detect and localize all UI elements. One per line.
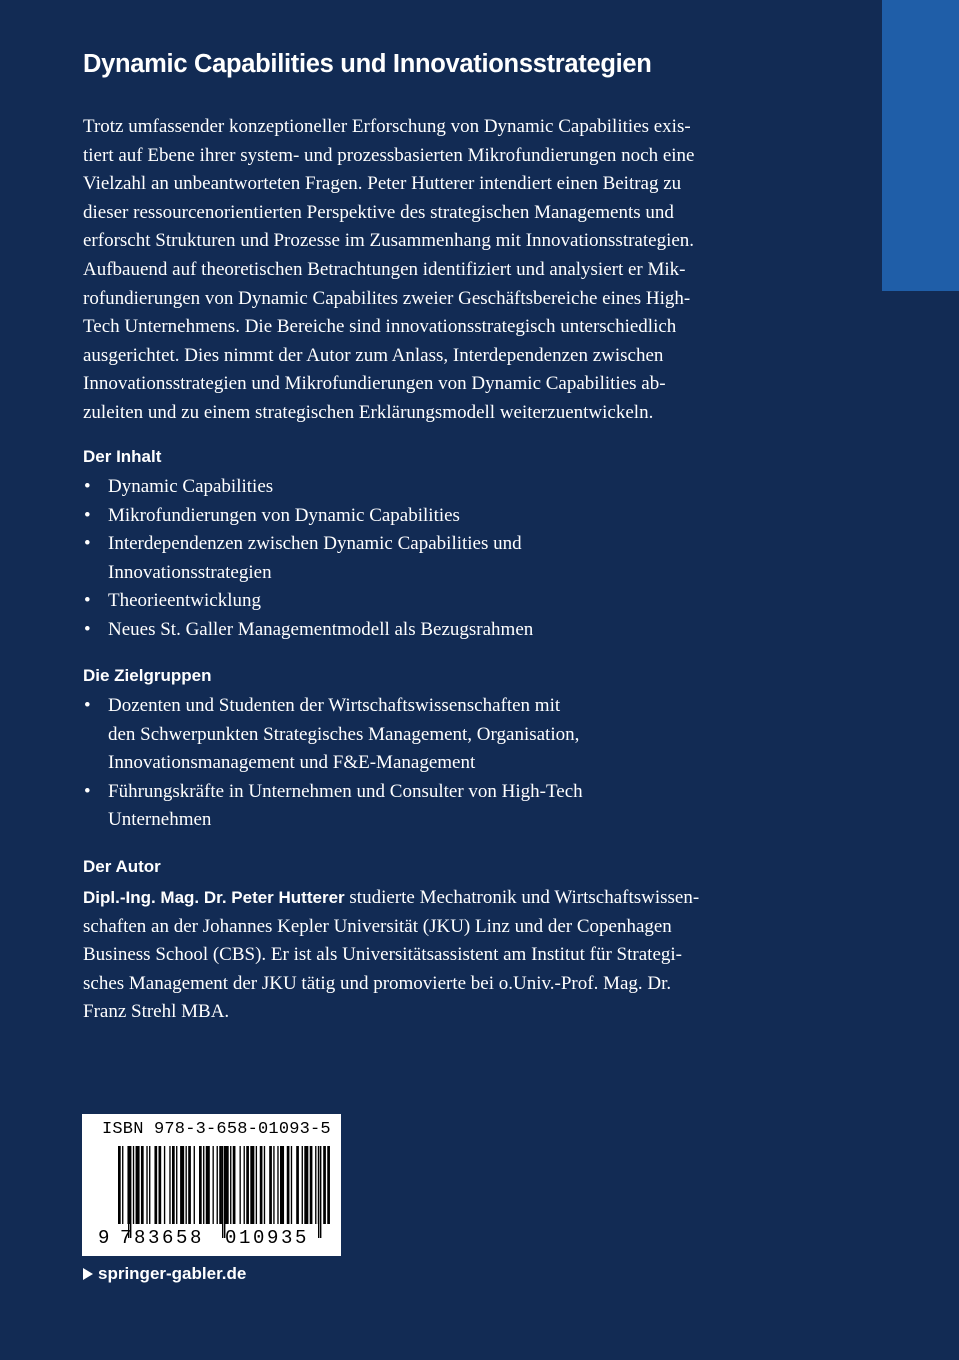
- author-name: Dipl.-Ing. Mag. Dr. Peter Hutterer: [83, 888, 345, 907]
- barcode-guard-bar: [128, 1146, 129, 1238]
- bullet-icon: •: [84, 618, 91, 640]
- bullet-icon: •: [84, 476, 91, 497]
- bullet-icon: •: [84, 695, 91, 716]
- barcode-bar: [136, 1146, 140, 1224]
- side-color-tab: [882, 0, 959, 291]
- list-item-line: Innovationsstrategien: [108, 561, 272, 583]
- list-item: [83, 587, 533, 616]
- barcode-guard-bar: [318, 1146, 319, 1238]
- ean-left-digits: 783658: [120, 1227, 205, 1249]
- barcode-bar: [217, 1146, 218, 1224]
- barcode-bar: [256, 1146, 257, 1224]
- barcode-bar: [260, 1146, 263, 1224]
- bullet-icon: •: [84, 504, 91, 526]
- barcode-bar: [180, 1146, 184, 1224]
- barcode-bar: [133, 1146, 134, 1224]
- barcode-bar: [176, 1146, 177, 1224]
- list-item-line: Interdependenzen zwischen Dynamic Capabilities und: [108, 533, 522, 555]
- list-item: [83, 473, 533, 502]
- book-title: Dynamic Capabilities und Innovationsstrategien: [83, 50, 652, 78]
- barcode-bar: [186, 1146, 187, 1224]
- isbn-barcode: [82, 1114, 341, 1256]
- author-first-line-rest: studierte Mechatronik und Wirtschaftswissen-: [344, 887, 700, 908]
- barcode-bar: [240, 1146, 241, 1224]
- list-item-line: Theorieentwicklung: [108, 590, 262, 612]
- author-paragraph: [83, 884, 803, 1027]
- barcode-bar: [302, 1146, 303, 1224]
- barcode-bar: [122, 1146, 123, 1224]
- author-line: schaften an der Johannes Kepler Universität (JKU) Linz und der Copenhagen: [83, 915, 672, 937]
- barcode-bar: [172, 1146, 175, 1224]
- barcode-bar: [230, 1146, 231, 1224]
- barcode-bar: [164, 1146, 165, 1224]
- barcode-bar: [280, 1146, 284, 1224]
- description-line: Vielzahl an unbeantworteten Fragen. Peter Hutterer intendiert einen Beitrag zu: [83, 173, 682, 195]
- description-paragraph: [83, 113, 803, 428]
- section-heading-inhalt: Der Inhalt: [83, 447, 162, 466]
- barcode-bar: [287, 1146, 290, 1224]
- barcode-bar: [194, 1146, 195, 1224]
- website-label: springer-gabler.de: [98, 1264, 247, 1283]
- description-line: erforscht Strukturen und Prozesse im Zusammenhang mit Innovationsstrategien.: [83, 230, 695, 252]
- barcode-bar: [118, 1146, 121, 1224]
- barcode-bar: [291, 1146, 292, 1224]
- barcode-bar: [304, 1146, 308, 1224]
- author-line: Franz Strehl MBA.: [83, 1001, 230, 1023]
- description-line: dieser ressourcenorientierten Perspektive des strategischen Managements und: [83, 201, 674, 223]
- list-item: [83, 616, 533, 645]
- description-line: Innovationsstrategien und Mikrofundierungen von Dynamic Capabilities ab-: [83, 373, 666, 395]
- list-item-line: Dynamic Capabilities: [108, 476, 274, 497]
- barcode-bar: [159, 1146, 162, 1224]
- zielgruppen-list: [83, 692, 583, 835]
- section-heading-zielgruppen: Die Zielgruppen: [83, 666, 212, 685]
- barcode-guard-bar: [320, 1146, 321, 1238]
- barcode-bar: [219, 1146, 222, 1224]
- list-item: [83, 530, 533, 587]
- barcode-bar: [169, 1146, 170, 1224]
- bullet-icon: •: [84, 533, 91, 555]
- section-heading-autor: Der Autor: [83, 857, 161, 876]
- list-item-line: Mikrofundierungen von Dynamic Capabilities: [108, 504, 460, 526]
- barcode-bar: [149, 1146, 150, 1224]
- list-item-line: Innovationsmanagement und F&E-Management: [108, 752, 476, 774]
- list-item-line: Führungskräfte in Unternehmen und Consulter von High-Tech: [108, 780, 583, 802]
- ean-first-digit: 9: [98, 1227, 110, 1249]
- barcode-bar: [269, 1146, 272, 1224]
- author-line: Business School (CBS). Er ist als Universitätsassistent am Institut für Strategi-: [83, 944, 682, 966]
- barcode-bar: [206, 1146, 210, 1224]
- barcode-guard-bar: [224, 1146, 225, 1238]
- description-line: Aufbauend auf theoretischen Betrachtungen identifiziert und analysiert er Mik-: [83, 258, 686, 280]
- barcode-bar: [264, 1146, 265, 1224]
- list-item: [83, 502, 533, 531]
- publisher-website[interactable]: [83, 1262, 246, 1286]
- list-item: [83, 692, 583, 778]
- isbn-label: ISBN 978-3-658-01093-5: [102, 1120, 331, 1139]
- barcode-guard-bar: [222, 1146, 223, 1238]
- barcode-bar: [233, 1146, 236, 1224]
- barcode-bar: [323, 1146, 326, 1224]
- description-line: zuleiten und zu einem strategischen Erklärungsmodell weiterzuentwickeln.: [83, 401, 654, 423]
- list-item-line: Dozenten und Studenten der Wirtschaftswissenschaften mit: [108, 695, 561, 716]
- barcode-bar: [203, 1146, 204, 1224]
- barcode-bar: [199, 1146, 202, 1224]
- bullet-icon: •: [84, 590, 91, 612]
- barcode-bar: [250, 1146, 254, 1224]
- barcode-bar: [146, 1146, 147, 1224]
- description-line: Tech Unternehmens. Die Bereiche sind innovationsstrategisch unterschiedlich: [83, 316, 677, 338]
- barcode-bar: [213, 1146, 214, 1224]
- arrow-right-icon: [83, 1268, 93, 1280]
- author-first-line: [83, 884, 803, 913]
- author-line: sches Management der JKU tätig und promovierte bei o.Univ.-Prof. Mag. Dr.: [83, 972, 672, 994]
- list-item-line: Neues St. Galler Managementmodell als Bezugsrahmen: [108, 618, 534, 640]
- ean-right-digits: 010935: [225, 1227, 310, 1249]
- barcode-bar: [141, 1146, 144, 1224]
- barcode-bar: [154, 1146, 157, 1224]
- barcode-bar: [273, 1146, 274, 1224]
- barcode-bar: [315, 1146, 316, 1224]
- barcode-bar: [310, 1146, 313, 1224]
- description-line: tiert auf Ebene ihrer system- und prozessbasierten Mikrofundierungen noch eine: [83, 144, 695, 166]
- barcode-guard-bar: [130, 1146, 131, 1238]
- list-item-line: den Schwerpunkten Strategisches Management, Organisation,: [108, 723, 580, 745]
- description-line: Trotz umfassender konzeptioneller Erforschung von Dynamic Capabilities exis-: [83, 116, 691, 137]
- description-line: rofundierungen von Dynamic Capabilites zweier Geschäftsbereiche eines High-: [83, 287, 691, 309]
- bullet-icon: •: [84, 780, 91, 802]
- list-item-line: Unternehmen: [108, 809, 212, 831]
- barcode-bar: [246, 1146, 249, 1224]
- barcode-bar: [277, 1146, 278, 1224]
- barcode-bar: [296, 1146, 299, 1224]
- inhalt-list: [83, 473, 533, 645]
- description-line: ausgerichtet. Dies nimmt der Autor zum Anlass, Interdependenzen zwischen: [83, 344, 664, 366]
- barcode-bar: [188, 1146, 191, 1224]
- barcode-bar: [327, 1146, 330, 1224]
- list-item: [83, 778, 583, 835]
- barcode-bar: [244, 1146, 245, 1224]
